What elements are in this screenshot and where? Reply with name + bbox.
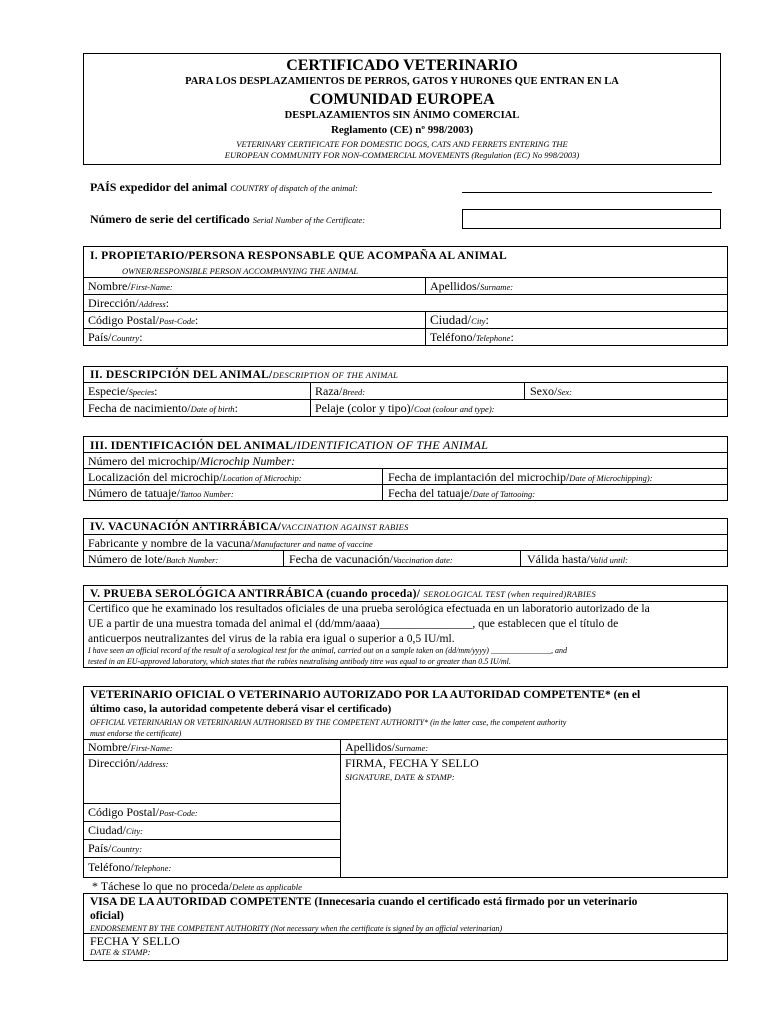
vet-signature-en: SIGNATURE, DATE & STAMP: — [345, 772, 455, 782]
endorsement-title-2: oficial) — [90, 910, 124, 922]
vet-country[interactable]: País/Country: — [88, 841, 143, 855]
vet-firstname[interactable]: Nombre/First-Name: — [88, 740, 173, 754]
owner-country[interactable]: País/Country: — [88, 330, 143, 344]
vaccine-valid-until[interactable]: Válida hasta/Valid until: — [527, 552, 628, 566]
vaccination-title: IV. VACUNACIÓN ANTIRRÁBICA/VACCINATION AGAINST RABIES — [90, 521, 409, 533]
microchip-date[interactable]: Fecha de implantación del microchip/Date of Microchipping): — [388, 470, 653, 484]
vet-surname[interactable]: Apellidos/Surname: — [345, 740, 429, 754]
microchip-location[interactable]: Localización del microchip/Location of Microchip: — [88, 470, 302, 484]
serology-en-1: I have seen an official record of the result of a serological test for the animal, carried out on a sample taken on (dd/mm/yyyy) _______________, and — [88, 646, 567, 655]
animal-species[interactable]: Especie/Species: — [88, 384, 158, 398]
vaccine-manufacturer[interactable]: Fabricante y nombre de la vacuna/Manufacturer and name of vaccine — [88, 536, 373, 550]
endorsement-date-stamp[interactable]: FECHA Y SELLO — [90, 934, 180, 948]
serology-text-3: anticuerpos neutralizantes del virus de la rabia era igual o superior a 0,5 IU/ml. — [88, 632, 455, 645]
serology-text-1: Certifico que he examinado los resultados oficiales de una prueba serológica efectuada en un laboratorio autorizado de la — [88, 602, 650, 615]
section-owner — [83, 246, 728, 346]
owner-postcode[interactable]: Código Postal/Post-Code: — [88, 313, 199, 327]
vet-signature-label: FIRMA, FECHA Y SELLO — [345, 756, 479, 770]
owner-telephone[interactable]: Teléfono/Telephone: — [430, 330, 514, 344]
tattoo-number[interactable]: Número de tatuaje/Tattoo Number: — [88, 486, 234, 500]
header-line4: Reglamento (CE) nº 998/2003) — [330, 124, 474, 136]
owner-title: I. PROPIETARIO/PERSONA RESPONSABLE QUE ACOMPAÑA AL ANIMAL — [90, 250, 507, 262]
vet-en-1: OFFICIAL VETERINARIAN OR VETERINARIAN AUTHORISED BY THE COMPETENT AUTHORITY* (in the latter case, the competent authority — [90, 718, 567, 727]
vet-address[interactable]: Dirección/Address: — [88, 756, 169, 770]
header-en2: EUROPEAN COMMUNITY FOR NON-COMMERCIAL MOVEMENTS (Regulation (EC) No 998/2003) — [224, 150, 580, 160]
owner-firstname[interactable]: Nombre/First-Name: — [88, 279, 173, 293]
animal-birthdate[interactable]: Fecha de nacimiento/Date of birth: — [88, 401, 238, 415]
vet-title-2: último caso, la autoridad competente deberá visar el certificado) — [90, 703, 392, 715]
animal-sex[interactable]: Sexo/Sex: — [530, 384, 572, 398]
vet-title: VETERINARIO OFICIAL O VETERINARIO AUTORIZADO POR LA AUTORIDAD COMPETENTE* (en el — [90, 689, 641, 701]
section-endorsement — [83, 893, 728, 961]
vaccine-date[interactable]: Fecha de vacunación/Vaccination date: — [289, 552, 453, 566]
animal-coat[interactable]: Pelaje (color y tipo)/Coat (colour and type): — [315, 401, 495, 415]
header-line3: DESPLAZAMIENTOS SIN ÁNIMO COMERCIAL — [284, 110, 520, 121]
endorsement-en: ENDORSEMENT BY THE COMPETENT AUTHORITY (Not necessary when the certificate is signed by an official veterinarian) — [90, 924, 503, 933]
vet-en-2: must endorse the certificate) — [90, 729, 182, 738]
endorsement-date-stamp-en: DATE & STAMP: — [90, 947, 151, 957]
owner-sub: OWNER/RESPONSIBLE PERSON ACCOMPANYING THE ANIMAL — [122, 266, 359, 276]
country-label: PAÍS expedidor del animal COUNTRY of dispatch of the animal: — [90, 180, 358, 194]
owner-address[interactable]: Dirección/Address: — [88, 296, 170, 310]
country-line[interactable] — [462, 192, 712, 193]
header-box — [83, 53, 721, 165]
serology-en-2: tested in an EU-approved laboratory, which states that the rabies neutralising antibody titre was equal to or greater than 0.5 IU/ml. — [88, 657, 511, 666]
vet-city[interactable]: Ciudad/City: — [88, 823, 143, 837]
delete-note: * Táchese lo que no proceda/Delete as applicable — [92, 879, 302, 893]
header-line1: PARA LOS DESPLAZAMIENTOS DE PERROS, GATOS Y HURONES QUE ENTRAN EN LA — [185, 76, 619, 87]
tattoo-date[interactable]: Fecha del tatuaje/Date of Tattooing: — [388, 486, 536, 500]
header-en1: VETERINARY CERTIFICATE FOR DOMESTIC DOGS, CATS AND FERRETS ENTERING THE — [236, 139, 568, 149]
certificate-title: CERTIFICADO VETERINARIO — [286, 57, 518, 74]
serology-title: V. PRUEBA SEROLÓGICA ANTIRRÁBICA (cuando proceda)/ SEROLOGICAL TEST (when required)RABIES — [90, 588, 597, 600]
vet-postcode[interactable]: Código Postal/Post-Code: — [88, 805, 198, 819]
serology-text-2: UE a partir de una muestra tomada del animal el (dd/mm/aaaa)________________, que establecen que el título de — [88, 617, 619, 630]
vet-telephone[interactable]: Teléfono/Telephone: — [88, 860, 172, 874]
serial-input[interactable] — [462, 209, 721, 229]
owner-city[interactable]: Ciudad/City: — [430, 312, 489, 327]
vet-signature-area[interactable] — [341, 785, 727, 877]
description-title: II. DESCRIPCIÓN DEL ANIMAL/DESCRIPTION OF THE ANIMAL — [90, 369, 399, 381]
identification-title: III. IDENTIFICACIÓN DEL ANIMAL/IDENTIFICATION OF THE ANIMAL — [90, 438, 489, 452]
vaccine-batch[interactable]: Número de lote/Batch Number: — [88, 552, 219, 566]
header-line2: COMUNIDAD EUROPEA — [309, 91, 495, 108]
endorsement-title: VISA DE LA AUTORIDAD COMPETENTE (Innecesaria cuando el certificado está firmado por un veterinario — [90, 896, 638, 908]
serial-label: Número de serie del certificado Serial Number of the Certificate: — [90, 212, 366, 226]
owner-surname[interactable]: Apellidos/Surname: — [430, 279, 514, 293]
microchip-number[interactable]: Número del microchip/Microchip Number: — [88, 454, 296, 468]
animal-breed[interactable]: Raza/Breed: — [315, 384, 366, 398]
